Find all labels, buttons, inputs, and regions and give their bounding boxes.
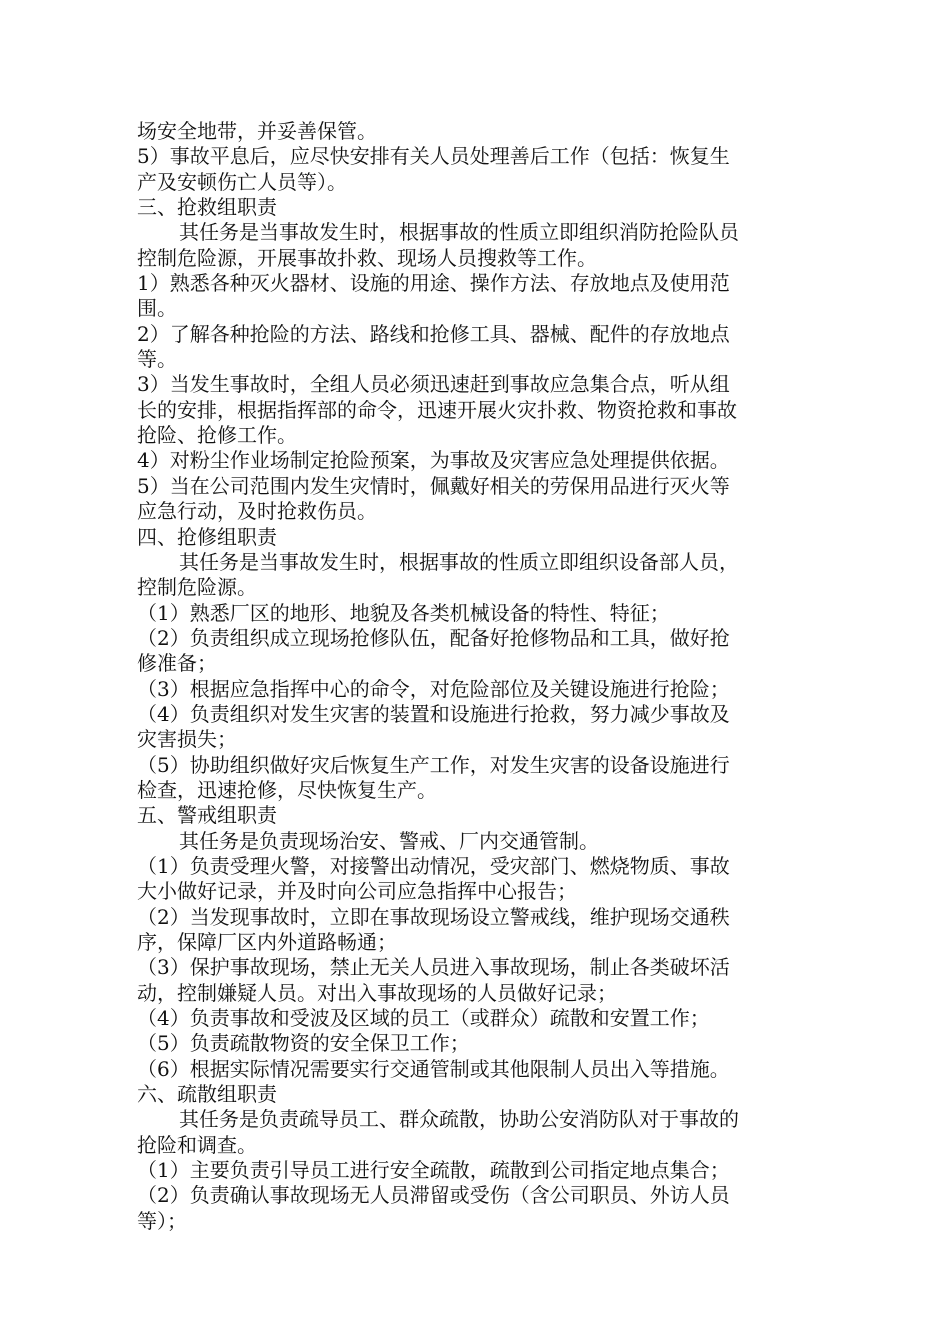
text-line: 检查，迅速抢修，尽快恢复生产。 <box>137 777 437 802</box>
text-line: 等。 <box>137 347 177 372</box>
document-body <box>137 119 827 1234</box>
text-line: 修准备； <box>137 651 217 676</box>
text-line: 应急行动，及时抢救伤员。 <box>137 499 377 524</box>
text-line: （1）负责受理火警，对接警出动情况，受灾部门、燃烧物质、事故 <box>137 853 730 878</box>
text-line: （4）负责事故和受波及区域的员工（或群众）疏散和安置工作； <box>137 1006 710 1031</box>
text-line: 其任务是当事故发生时，根据事故的性质立即组织设备部人员， <box>179 549 739 574</box>
section-heading: 六、疏散组职责 <box>137 1082 277 1107</box>
text-line: 等）； <box>137 1208 187 1233</box>
text-line: 1）熟悉各种灭火器材、设施的用途、操作方法、存放地点及使用范 <box>137 271 730 296</box>
text-line: 灾害损失； <box>137 727 237 752</box>
text-line: 场安全地带，并妥善保管。 <box>137 119 377 143</box>
section-heading: 三、抢救组职责 <box>137 195 277 220</box>
text-line: 4）对粉尘作业场制定抢险预案，为事故及灾害应急处理提供依据。 <box>137 448 730 473</box>
text-line: 动，控制嫌疑人员。对出入事故现场的人员做好记录； <box>137 980 617 1005</box>
text-line: 抢险和调查。 <box>137 1132 257 1157</box>
text-line: 长的安排，根据指挥部的命令，迅速开展火灾扑救、物资抢救和事故 <box>137 397 737 422</box>
text-line: （2）负责确认事故现场无人员滞留或受伤（含公司职员、外访人员 <box>137 1183 730 1208</box>
text-line: 其任务是负责疏导员工、群众疏散，协助公安消防队对于事故的 <box>179 1107 739 1132</box>
section-heading: 五、警戒组职责 <box>137 803 277 828</box>
text-line: （1）熟悉厂区的地形、地貌及各类机械设备的特性、特征； <box>137 600 670 625</box>
text-line: （3）保护事故现场，禁止无关人员进入事故现场，制止各类破坏活 <box>137 955 730 980</box>
text-line: （6）根据实际情况需要实行交通管制或其他限制人员出入等措施。 <box>137 1056 730 1081</box>
text-line: 5）事故平息后，应尽快安排有关人员处理善后工作（包括：恢复生 <box>137 144 730 169</box>
text-line: 大小做好记录，并及时向公司应急指挥中心报告； <box>137 879 577 904</box>
section-heading: 四、抢修组职责 <box>137 524 277 549</box>
text-line: 5）当在公司范围内发生灾情时，佩戴好相关的劳保用品进行灭火等 <box>137 473 730 498</box>
text-line: （4）负责组织对发生灾害的装置和设施进行抢救，努力减少事故及 <box>137 701 730 726</box>
text-line: 抢险、抢修工作。 <box>137 423 297 448</box>
text-line: 其任务是负责现场治安、警戒、厂内交通管制。 <box>179 828 599 853</box>
text-line: （3）根据应急指挥中心的命令，对危险部位及关键设施进行抢险； <box>137 676 730 701</box>
text-line: 围。 <box>137 296 177 321</box>
text-line: （5）协助组织做好灾后恢复生产工作，对发生灾害的设备设施进行 <box>137 752 730 777</box>
text-line: 控制危险源，开展事故扑救、现场人员搜救等工作。 <box>137 245 597 270</box>
text-line: 其任务是当事故发生时，根据事故的性质立即组织消防抢险队员 <box>179 220 739 245</box>
text-line: 产及安顿伤亡人员等）。 <box>137 169 347 194</box>
text-line: （2）当发现事故时，立即在事故现场设立警戒线，维护现场交通秩 <box>137 904 730 929</box>
text-line: （1）主要负责引导员工进行安全疏散，疏散到公司指定地点集合； <box>137 1158 730 1183</box>
text-line: 2）了解各种抢险的方法、路线和抢修工具、器械、配件的存放地点 <box>137 321 730 346</box>
text-line: （5）负责疏散物资的安全保卫工作； <box>137 1031 470 1056</box>
text-line: 序，保障厂区内外道路畅通； <box>137 930 397 954</box>
text-line: 3）当发生事故时，全组人员必须迅速赶到事故应急集合点，听从组 <box>137 372 730 397</box>
text-line: （2）负责组织成立现场抢修队伍，配备好抢修物品和工具，做好抢 <box>137 625 730 650</box>
text-line: 控制危险源。 <box>137 575 257 600</box>
